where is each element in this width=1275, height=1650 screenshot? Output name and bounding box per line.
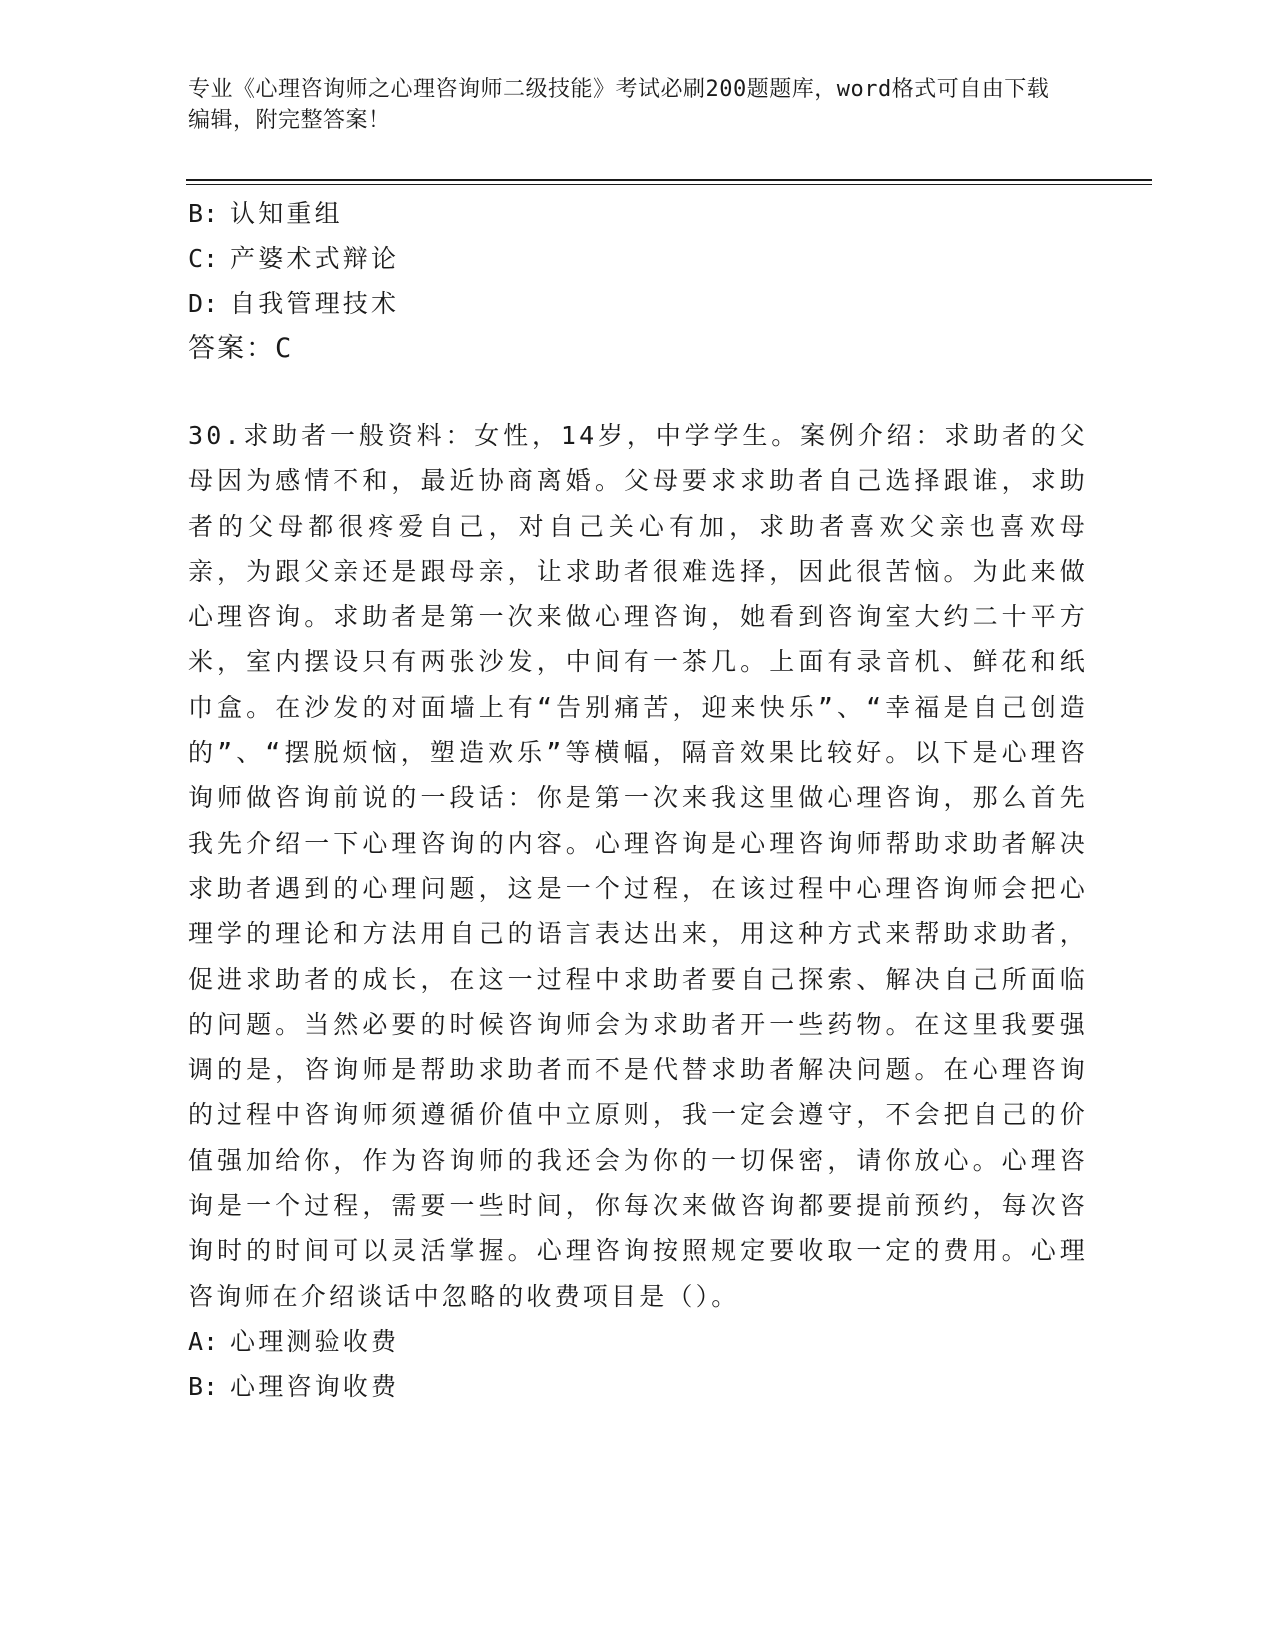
option-b (188, 191, 1088, 236)
question-text: 求助者一般资料：女性，14岁，中学学生。案例介绍：求助者的父母因为感情不和，最近协商离婚。父母要求求助者自己选择跟谁，求助者的父母都很疼爱自己，对自己关心有加，求助者喜欢父亲也喜欢母亲，为跟父亲还是跟母亲，让求助者很难选择，因此很苦恼。为此来做心理咨询。求助者是第一次来做心理咨询，她看到咨询室大约二十平方米，室内摆设只有两张沙发，中间有一茶几。上面有录音机、鲜花和纸巾盒。在沙发的对面墙上有“告别痛苦，迎来快乐”、“幸福是自己创造的”、“摆脱烦恼，塑造欢乐”等横幅，隔音效果比较好。以下是心理咨询师做咨询前说的一段话：你是第一次来我这里做心理咨询，那么首先我先介绍一下心理咨询的内容。心理咨询是心理咨询师帮助求助者解决求助者遇到的心理问题，这是一个过程，在该过程中心理咨询师会把心理学的理论和方法用自己的语言表达出来，用这种方式来帮助求助者，促进求助者的成长，在这一过程中求助者要自己探索、解决自己所面临的问题。当然必要的时候咨询师会为求助者开一些药物。在这里我要强调的是，咨询师是帮助求助者而不是代替求助者解决问题。在心理咨询的过程中咨询师须遵循价值中立原则，我一定会遵守，不会把自己的价值强加给你，作为咨询师的我还会为你的一切保密，请你放心。心理咨询是一个过程，需要一些时间，你每次来做咨询都要提前预约，每次咨询时的时间可以灵活掌握。心理咨询按照规定要收取一定的费用。心理咨询师在介绍谈话中忽略的收费项目是（）。 (188, 421, 1088, 1311)
question-30 (188, 413, 1088, 1319)
question-30-options (188, 1319, 1088, 1409)
option-text: 心理咨询收费 (230, 1371, 400, 1401)
option-letter: A: (188, 1326, 219, 1356)
spacer (188, 371, 1088, 413)
option-letter: C: (188, 244, 219, 273)
option-text: 心理测验收费 (230, 1326, 400, 1356)
document-body (188, 191, 1088, 1409)
option-text: 认知重组 (230, 199, 343, 228)
header-divider-thin (186, 184, 1152, 185)
header-title: 专业《心理咨询师之心理咨询师二级技能》考试必刷200题题库，word格式可自由下载编辑，附完整答案！ (188, 77, 1050, 133)
document-header (188, 74, 1068, 136)
option-letter: D: (188, 289, 219, 318)
option-c (188, 236, 1088, 281)
option-d (188, 281, 1088, 326)
option-letter: B: (188, 1371, 219, 1401)
option-a (188, 1319, 1088, 1364)
previous-question-options (188, 191, 1088, 326)
question-number: 30. (188, 421, 243, 450)
answer-line: 答案：C (188, 333, 294, 364)
header-divider-thick (186, 179, 1152, 181)
option-text: 自我管理技术 (230, 289, 400, 318)
option-b (188, 1364, 1088, 1409)
option-text: 产婆术式辩论 (230, 244, 400, 273)
option-letter: B: (188, 199, 219, 228)
